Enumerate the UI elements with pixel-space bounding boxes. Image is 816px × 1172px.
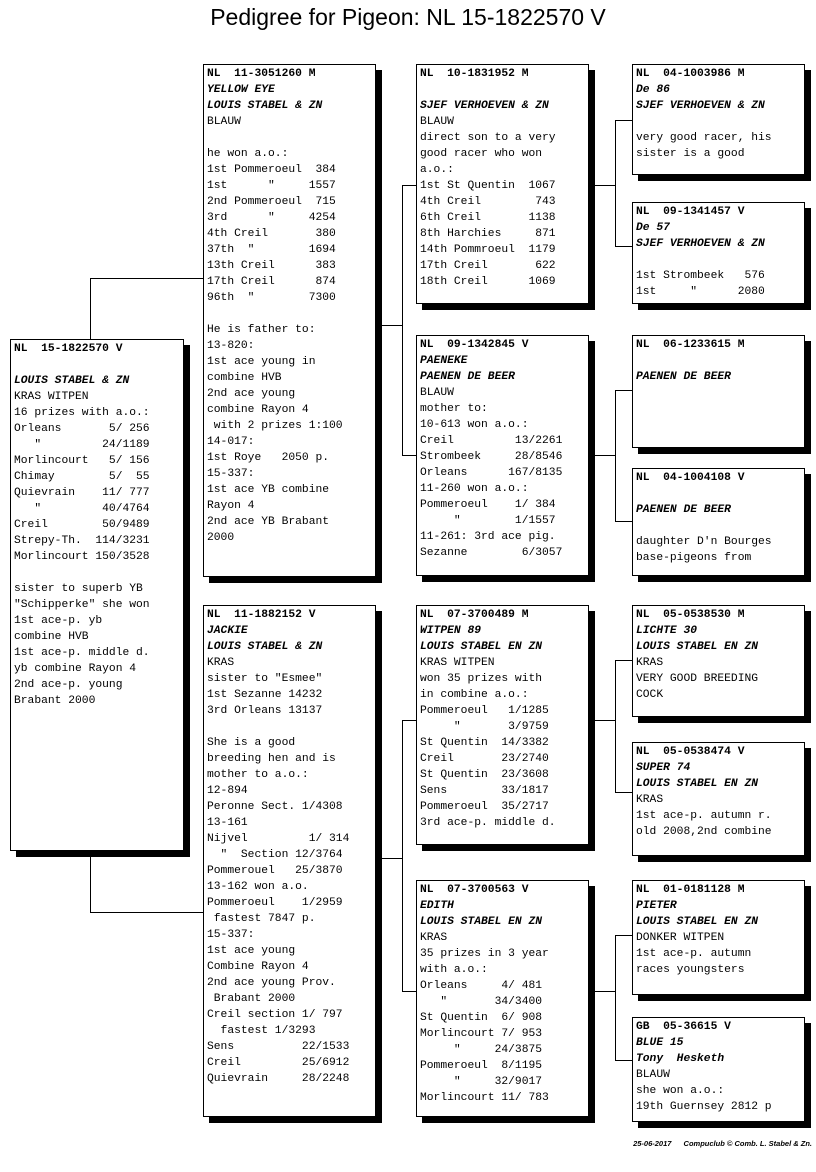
pedigree-info-line: combine HVB: [207, 372, 282, 384]
pigeon-name: WITPEN 89: [420, 625, 482, 637]
dd-dam-card[interactable]: [632, 1017, 805, 1122]
pigeon-name: [636, 353, 801, 369]
pedigree-info-line: 1st " 1557: [207, 180, 336, 192]
pedigree-info-line: Morlincourt 11/ 783: [420, 1092, 549, 1104]
connector: [402, 720, 417, 721]
connector: [376, 325, 402, 326]
pedigree-info-line: KRAS: [207, 657, 235, 669]
pedigree-info-line: 8th Harchies 871: [420, 228, 556, 240]
pigeon-breeder: SJEF VERHOEVEN & ZN: [636, 238, 765, 250]
pedigree-info-line: 1st ace-p. autumn r.: [636, 810, 772, 822]
pedigree-info-line: very good racer, his: [636, 132, 772, 144]
pigeon-breeder: LOUIS STABEL & ZN: [14, 375, 130, 387]
connector: [615, 1060, 633, 1061]
pedigree-info-line: fastest 1/3293: [207, 1025, 316, 1037]
pigeon-breeder: LOUIS STABEL EN ZN: [636, 778, 759, 790]
pigeon-breeder: SJEF VERHOEVEN & ZN: [420, 100, 549, 112]
connector: [615, 521, 633, 522]
pigeon-ring-number: NL 11-3051260 M: [207, 68, 316, 80]
pedigree-info-line: St Quentin 23/3608: [420, 769, 549, 781]
pedigree-info-line: Chimay 5/ 55: [14, 471, 150, 483]
pedigree-info-line: 3rd Orleans 13137: [207, 705, 323, 717]
pedigree-info-line: 1st Pommeroeul 384: [207, 164, 336, 176]
connector: [402, 720, 403, 992]
pedigree-info-line: St Quentin 14/3382: [420, 737, 549, 749]
pedigree-info-line: Pommeroeul 35/2717: [420, 801, 549, 813]
pedigree-info-line: 18th Creil 1069: [420, 276, 556, 288]
pedigree-info-line: 1st ace-p. yb: [14, 615, 103, 627]
connector: [90, 278, 204, 279]
pedigree-info-line: 13-820:: [207, 340, 255, 352]
connector: [90, 851, 91, 913]
pedigree-info-line: 13-162 won a.o.: [207, 881, 309, 893]
pedigree-info-line: Quievrain 28/2248: [207, 1073, 350, 1085]
pedigree-info-line: [636, 518, 801, 534]
pedigree-info-line: Sens 22/1533: [207, 1041, 350, 1053]
pedigree-info-line: 13th Creil 383: [207, 260, 336, 272]
connector: [402, 185, 403, 456]
connector: [589, 185, 615, 186]
pedigree-info-line: Brabant 2000: [14, 695, 96, 707]
pedigree-info-line: base-pigeons from: [636, 552, 752, 564]
pedigree-info-line: BLAUW: [420, 387, 454, 399]
pedigree-info-line: sister is a good: [636, 148, 745, 160]
pedigree-info-line: she won a.o.:: [636, 1085, 725, 1097]
connector: [615, 935, 616, 1061]
connector: [615, 390, 616, 522]
pedigree-info-line: 15-337:: [207, 468, 255, 480]
pedigree-info-line: KRAS WITPEN: [420, 657, 495, 669]
pedigree-info-line: " 24/3875: [420, 1044, 543, 1056]
pedigree-info-line: 2nd Pommeroeul 715: [207, 196, 336, 208]
pedigree-info-line: 10-613 won a.o.:: [420, 419, 529, 431]
pedigree-info-line: 1st ace YB combine: [207, 484, 330, 496]
pigeon-name: BLUE 15: [636, 1037, 684, 1049]
pedigree-info-line: 35 prizes in 3 year: [420, 948, 549, 960]
pedigree-info-line: sister to "Esmee": [207, 673, 323, 685]
connector: [615, 935, 633, 936]
pigeon-name: De 86: [636, 84, 670, 96]
pedigree-info-line: Creil 25/6912: [207, 1057, 350, 1069]
connector: [376, 858, 402, 859]
sire-card[interactable]: [203, 64, 376, 577]
pedigree-info-line: with 2 prizes 1:100: [207, 420, 343, 432]
connector: [615, 660, 633, 661]
pedigree-info-line: 2nd ace young Prov.: [207, 977, 336, 989]
pigeon-name: De 57: [636, 222, 670, 234]
sd-dam-card[interactable]: [632, 468, 805, 576]
pedigree-info-line: " 24/1189: [14, 439, 150, 451]
pedigree-info-line: KRAS: [420, 932, 448, 944]
connector: [402, 991, 417, 992]
pedigree-info-line: 11-261: 3rd ace pig.: [420, 531, 556, 543]
pedigree-info-line: combine Rayon 4: [207, 404, 309, 416]
pigeon-name: SUPER 74: [636, 762, 691, 774]
pigeon-breeder: Tony Hesketh: [636, 1053, 725, 1065]
pedigree-info-line: fastest 7847 p.: [207, 913, 316, 925]
pigeon-name: [420, 82, 585, 98]
pedigree-info-line: Creil 23/2740: [420, 753, 549, 765]
pedigree-info-line: with a.o.:: [420, 964, 488, 976]
ss-dam-card[interactable]: [632, 202, 805, 304]
pedigree-info-line: [207, 719, 372, 735]
pedigree-info-line: Pommeroeul 8/1195: [420, 1060, 543, 1072]
subject-card[interactable]: [10, 339, 184, 851]
connector: [90, 912, 204, 913]
pedigree-info-line: Orleans 4/ 481: [420, 980, 543, 992]
connector: [589, 991, 615, 992]
sire-sire-card[interactable]: [416, 64, 589, 304]
pedigree-info-line: mother to:: [420, 403, 488, 415]
pigeon-name: [14, 357, 180, 373]
pigeon-breeder: LOUIS STABEL EN ZN: [636, 916, 759, 928]
pedigree-info-line: 1st ace young in: [207, 356, 316, 368]
ds-sire-card[interactable]: [632, 605, 805, 717]
pedigree-info-line: won 35 prizes with: [420, 673, 543, 685]
pedigree-info-line: " 34/3400: [420, 996, 543, 1008]
pigeon-breeder: PAENEN DE BEER: [636, 371, 731, 383]
connector: [589, 720, 615, 721]
dam-sire-card[interactable]: [416, 605, 589, 845]
pedigree-info-line: 2nd ace-p. young: [14, 679, 123, 691]
footer-credit: Compuclub © Comb. L. Stabel & Zn.: [683, 1139, 812, 1148]
pedigree-info-line: 13-161: [207, 817, 248, 829]
pedigree-info-line: St Quentin 6/ 908: [420, 1012, 543, 1024]
pedigree-info-line: Pommeroeul 1/2959: [207, 897, 343, 909]
pedigree-info-line: VERY GOOD BREEDING: [636, 673, 759, 685]
pedigree-info-line: in combine a.o.:: [420, 689, 529, 701]
pedigree-info-line: Morlincourt 7/ 953: [420, 1028, 543, 1040]
pedigree-info-line: [207, 130, 372, 146]
pedigree-info-line: 1st " 2080: [636, 286, 765, 298]
pedigree-info-line: 37th " 1694: [207, 244, 336, 256]
pigeon-name: PIETER: [636, 900, 677, 912]
pedigree-info-line: sister to superb YB: [14, 583, 143, 595]
pigeon-name: YELLOW EYE: [207, 84, 275, 96]
connector: [615, 792, 633, 793]
connector: [615, 246, 633, 247]
pedigree-info-line: BLAUW: [207, 116, 241, 128]
pedigree-info-line: " Section 12/3764: [207, 849, 343, 861]
pedigree-info-line: races youngsters: [636, 964, 745, 976]
pigeon-ring-number: NL 07-3700489 M: [420, 609, 529, 621]
pedigree-info-line: " 3/9759: [420, 721, 549, 733]
pigeon-breeder: PAENEN DE BEER: [420, 371, 515, 383]
pigeon-breeder: LOUIS STABEL & ZN: [207, 100, 323, 112]
pigeon-ring-number: NL 05-0538474 V: [636, 746, 745, 758]
pigeon-breeder: PAENEN DE BEER: [636, 504, 731, 516]
pedigree-info-line: Pommeroeul 1/1285: [420, 705, 549, 717]
pedigree-info-line: 1st Sezanne 14232: [207, 689, 323, 701]
pedigree-info-line: a.o.:: [420, 164, 454, 176]
connector: [615, 660, 616, 793]
pedigree-info-line: Rayon 4: [207, 500, 255, 512]
pedigree-info-line: 1st ace-p. autumn: [636, 948, 752, 960]
pedigree-info-line: 1st St Quentin 1067: [420, 180, 556, 192]
sd-sire-card[interactable]: [632, 335, 805, 448]
pedigree-info-line: direct son to a very: [420, 132, 556, 144]
pedigree-info-line: KRAS: [636, 657, 664, 669]
ds-dam-card[interactable]: [632, 742, 805, 856]
pedigree-info-line: Sezanne 6/3057: [420, 547, 563, 559]
pedigree-info-line: She is a good: [207, 737, 296, 749]
pigeon-ring-number: NL 01-0181128 M: [636, 884, 745, 896]
connector: [615, 120, 633, 121]
pedigree-info-line: breeding hen and is: [207, 753, 336, 765]
pedigree-info-line: [636, 252, 801, 268]
pigeon-name: [636, 486, 801, 502]
pedigree-info-line: Creil 13/2261: [420, 435, 563, 447]
connector: [589, 455, 615, 456]
pedigree-info-line: good racer who won: [420, 148, 543, 160]
pedigree-info-line: 14th Pommroeul 1179: [420, 244, 556, 256]
pigeon-ring-number: NL 09-1341457 V: [636, 206, 745, 218]
pedigree-info-line: 17th Creil 622: [420, 260, 556, 272]
pigeon-ring-number: NL 10-1831952 M: [420, 68, 529, 80]
pedigree-info-line: COCK: [636, 689, 664, 701]
pigeon-ring-number: GB 05-36615 V: [636, 1021, 731, 1033]
pedigree-info-line: Brabant 2000: [207, 993, 296, 1005]
pedigree-info-line: Quievrain 11/ 777: [14, 487, 150, 499]
pedigree-info-line: Nijvel 1/ 314: [207, 833, 350, 845]
pigeon-ring-number: NL 05-0538530 M: [636, 609, 745, 621]
pedigree-info-line: BLAUW: [420, 116, 454, 128]
pigeon-name: LICHTE 30: [636, 625, 698, 637]
pedigree-info-line: Pommerouel 25/3870: [207, 865, 343, 877]
connector: [402, 455, 417, 456]
pedigree-info-line: Pommeroeul 1/ 384: [420, 499, 556, 511]
pedigree-info-line: 12-894: [207, 785, 248, 797]
dam-dam-card[interactable]: [416, 880, 589, 1117]
pigeon-ring-number: NL 04-1004108 V: [636, 472, 745, 484]
pedigree-info-line: He is father to:: [207, 324, 316, 336]
pedigree-info-line: Orleans 167/8135: [420, 467, 563, 479]
pedigree-info-line: " 1/1557: [420, 515, 556, 527]
connector: [402, 185, 417, 186]
pedigree-info-line: 3rd " 4254: [207, 212, 336, 224]
pigeon-name: PAENEKE: [420, 355, 468, 367]
pedigree-info-line: 19th Guernsey 2812 p: [636, 1101, 772, 1113]
pigeon-ring-number: NL 15-1822570 V: [14, 343, 123, 355]
pedigree-info-line: 4th Creil 380: [207, 228, 336, 240]
footer-date: 25-06-2017: [633, 1139, 672, 1148]
pigeon-ring-number: NL 11-1882152 V: [207, 609, 316, 621]
connector: [615, 390, 633, 391]
pigeon-breeder: LOUIS STABEL EN ZN: [636, 641, 759, 653]
pedigree-info-line: 1st ace-p. middle d.: [14, 647, 150, 659]
pedigree-info-line: combine HVB: [14, 631, 89, 643]
pigeon-name: JACKIE: [207, 625, 248, 637]
pigeon-ring-number: NL 04-1003986 M: [636, 68, 745, 80]
pedigree-info-line: 4th Creil 743: [420, 196, 556, 208]
pedigree-info-line: [636, 114, 801, 130]
pedigree-info-line: 3rd ace-p. middle d.: [420, 817, 556, 829]
pedigree-info-line: DONKER WITPEN: [636, 932, 725, 944]
pigeon-breeder: LOUIS STABEL & ZN: [207, 641, 323, 653]
pedigree-info-line: 2nd ace YB Brabant: [207, 516, 330, 528]
sire-dam-card[interactable]: [416, 335, 589, 576]
pedigree-info-line: [14, 565, 180, 581]
pedigree-info-line: Combine Rayon 4: [207, 961, 309, 973]
pigeon-ring-number: NL 06-1233615 M: [636, 339, 745, 351]
dd-sire-card[interactable]: [632, 880, 805, 995]
pedigree-info-line: yb combine Rayon 4: [14, 663, 137, 675]
footer: [623, 1139, 812, 1148]
pedigree-info-line: Strombeek 28/8546: [420, 451, 563, 463]
dam-card[interactable]: [203, 605, 376, 1117]
pedigree-info-line: daughter D'n Bourges: [636, 536, 772, 548]
pedigree-info-line: Morlincourt 150/3528: [14, 551, 150, 563]
pigeon-ring-number: NL 07-3700563 V: [420, 884, 529, 896]
pedigree-info-line: 1st Roye 2050 p.: [207, 452, 330, 464]
pedigree-info-line: he won a.o.:: [207, 148, 289, 160]
connector: [615, 120, 616, 247]
pedigree-info-line: 2nd ace young: [207, 388, 296, 400]
pedigree-info-line: Orleans 5/ 256: [14, 423, 150, 435]
pedigree-info-line: "Schipperke" she won: [14, 599, 150, 611]
pedigree-info-line: 16 prizes with a.o.:: [14, 407, 150, 419]
pedigree-info-line: 6th Creil 1138: [420, 212, 556, 224]
page-title: Pedigree for Pigeon: NL 15-1822570 V: [210, 4, 606, 30]
pedigree-info-line: mother to a.o.:: [207, 769, 309, 781]
pedigree-info-line: 2000: [207, 532, 235, 544]
pedigree-info-line: 1st Strombeek 576: [636, 270, 765, 282]
pedigree-info-line: KRAS: [636, 794, 664, 806]
pedigree-info-line: 14-017:: [207, 436, 255, 448]
pedigree-info-line: Morlincourt 5/ 156: [14, 455, 150, 467]
pedigree-info-line: Creil 50/9489: [14, 519, 150, 531]
pedigree-info-line: BLAUW: [636, 1069, 670, 1081]
pedigree-info-line: Peronne Sect. 1/4308: [207, 801, 343, 813]
pedigree-info-line: Creil section 1/ 797: [207, 1009, 343, 1021]
pedigree-info-line: 1st ace young: [207, 945, 296, 957]
pedigree-info-line: old 2008,2nd combine: [636, 826, 772, 838]
pedigree-info-line: Strepy-Th. 114/3231: [14, 535, 150, 547]
pedigree-info-line: 96th " 7300: [207, 292, 336, 304]
pedigree-info-line: 15-337:: [207, 929, 255, 941]
pigeon-breeder: SJEF VERHOEVEN & ZN: [636, 100, 765, 112]
pedigree-info-line: " 32/9017: [420, 1076, 543, 1088]
pedigree-info-line: " 40/4764: [14, 503, 150, 515]
pigeon-breeder: LOUIS STABEL EN ZN: [420, 916, 543, 928]
pigeon-name: EDITH: [420, 900, 454, 912]
pedigree-info-line: [207, 306, 372, 322]
pigeon-breeder: LOUIS STABEL EN ZN: [420, 641, 543, 653]
pedigree-info-line: Sens 33/1817: [420, 785, 549, 797]
pedigree-info-line: 11-260 won a.o.:: [420, 483, 529, 495]
ss-sire-card[interactable]: [632, 64, 805, 175]
pedigree-info-line: KRAS WITPEN: [14, 391, 89, 403]
pedigree-info-line: 17th Creil 874: [207, 276, 336, 288]
pigeon-ring-number: NL 09-1342845 V: [420, 339, 529, 351]
connector: [90, 278, 91, 340]
